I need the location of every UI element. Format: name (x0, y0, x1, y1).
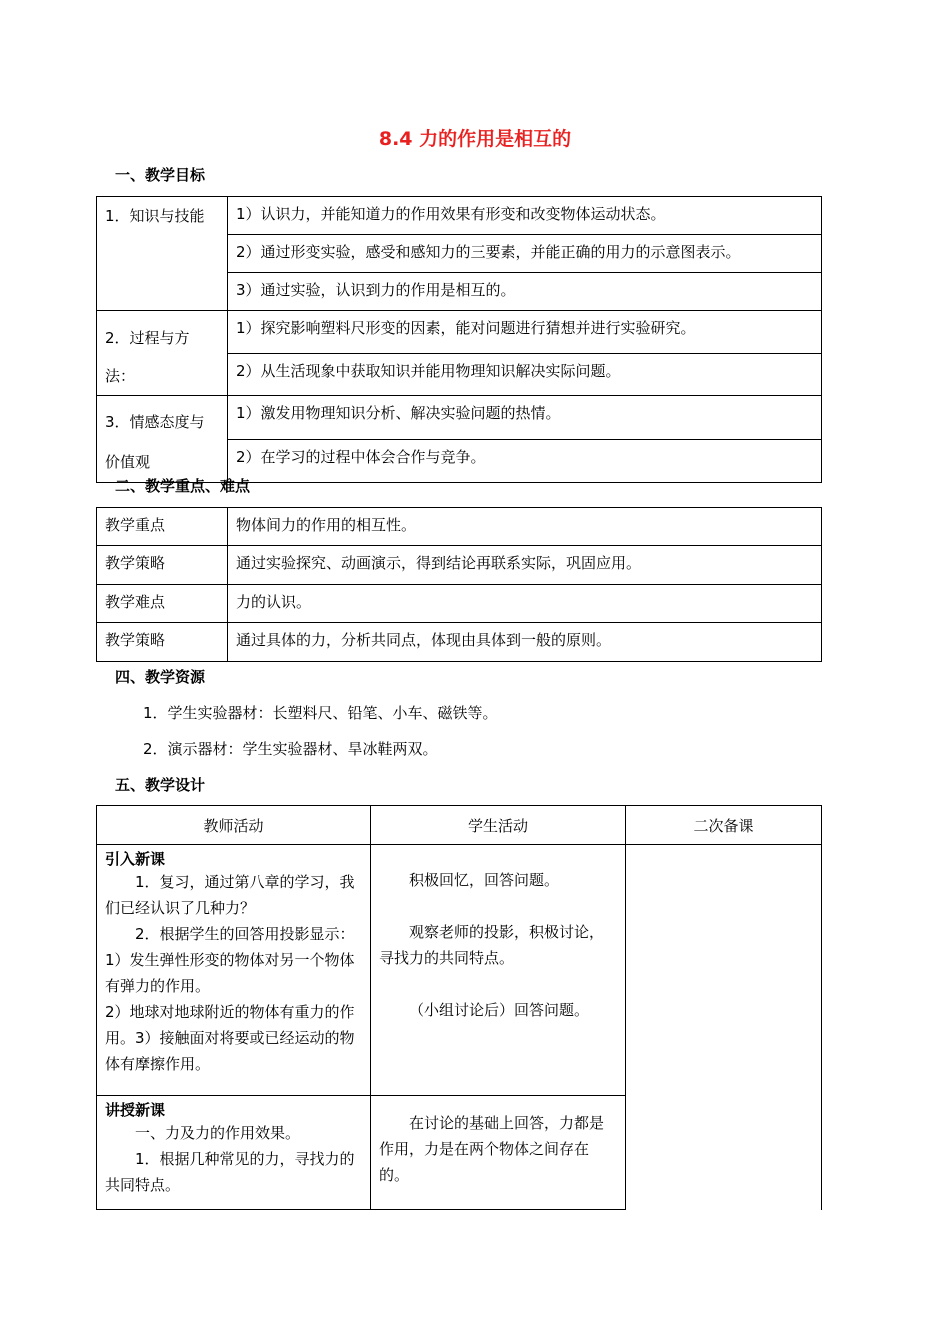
teacher-step: 1．根据几种常见的力，寻找力的共同特点。 (105, 1150, 355, 1194)
key-point-label: 教学策略 (97, 546, 228, 585)
block-title: 引入新课 (105, 850, 166, 868)
column-header: 学生活动 (371, 806, 626, 845)
key-point-value: 力的认识。 (228, 585, 822, 623)
teacher-cell (97, 1096, 371, 1210)
key-point-label: 教学重点 (97, 508, 228, 546)
objective-label: 1．知识与技能 (97, 197, 228, 311)
teacher-step: 1．复习，通过第八章的学习，我们已经认识了几种力？ (105, 873, 355, 917)
key-point-value: 通过实验探究、动画演示，得到结论再联系实际，巩固应用。 (228, 546, 822, 585)
student-cell (371, 845, 626, 1096)
objective-label: 3．情感态度与价值观 (97, 396, 228, 483)
objectives-table (96, 196, 822, 483)
objective-item: 1）认识力，并能知道力的作用效果有形变和改变物体运动状态。 (228, 197, 822, 235)
section-heading: 四、教学资源 (115, 668, 206, 686)
section-heading: 五、教学设计 (115, 776, 206, 794)
key-point-value: 通过具体的力，分析共同点，体现由具体到一般的原则。 (228, 623, 822, 662)
section-heading: 一、教学目标 (115, 166, 206, 184)
block-title: 讲授新课 (105, 1101, 166, 1119)
objective-item: 2）从生活现象中获取知识并能用物理知识解决实际问题。 (228, 353, 822, 396)
teacher-cell (97, 845, 371, 1096)
student-step: 在讨论的基础上回答，力都是作用，力是在两个物体之间存在的。 (379, 1114, 605, 1184)
objective-item: 2）在学习的过程中体会合作与竞争。 (228, 439, 822, 483)
teacher-step: 2）地球对地球附近的物体有重力的作用。3）接触面对将要或已经运动的物体有摩擦作用。 (105, 1003, 355, 1073)
resource-item: 1．学生实验器材：长塑料尺、铅笔、小车、磁铁等。 (143, 704, 498, 722)
student-step: （小组讨论后）回答问题。 (409, 1001, 590, 1019)
section-heading: 二、教学重点、难点 (115, 477, 251, 495)
objective-item: 1）探究影响塑料尺形变的因素，能对问题进行猜想并进行实验研究。 (228, 311, 822, 354)
key-point-label: 教学难点 (97, 585, 228, 623)
objective-label: 2．过程与方法： (97, 311, 228, 396)
objective-item: 1）激发用物理知识分析、解决实验问题的热情。 (228, 396, 822, 440)
revision-cell (626, 845, 822, 1210)
key-points-table (96, 507, 822, 662)
page-title: 8.4 力的作用是相互的 (378, 128, 572, 150)
objective-item: 3）通过实验，认识到力的作用是相互的。 (228, 273, 822, 311)
teacher-step: 2．根据学生的回答用投影显示：1）发生弹性形变的物体对另一个物体有弹力的作用。 (105, 925, 355, 995)
column-header: 二次备课 (626, 806, 822, 845)
design-table (96, 805, 822, 1210)
student-cell (371, 1096, 626, 1210)
student-step: 观察老师的投影，积极讨论，寻找力的共同特点。 (379, 923, 605, 967)
student-step: 积极回忆，回答问题。 (409, 871, 560, 889)
resource-item: 2．演示器材：学生实验器材、旱冰鞋两双。 (143, 740, 438, 758)
objective-item: 2）通过形变实验，感受和感知力的三要素，并能正确的用力的示意图表示。 (228, 235, 822, 273)
teacher-step: 一、力及力的作用效果。 (135, 1124, 301, 1142)
key-point-value: 物体间力的作用的相互性。 (228, 508, 822, 546)
key-point-label: 教学策略 (97, 623, 228, 662)
column-header: 教师活动 (97, 806, 371, 845)
